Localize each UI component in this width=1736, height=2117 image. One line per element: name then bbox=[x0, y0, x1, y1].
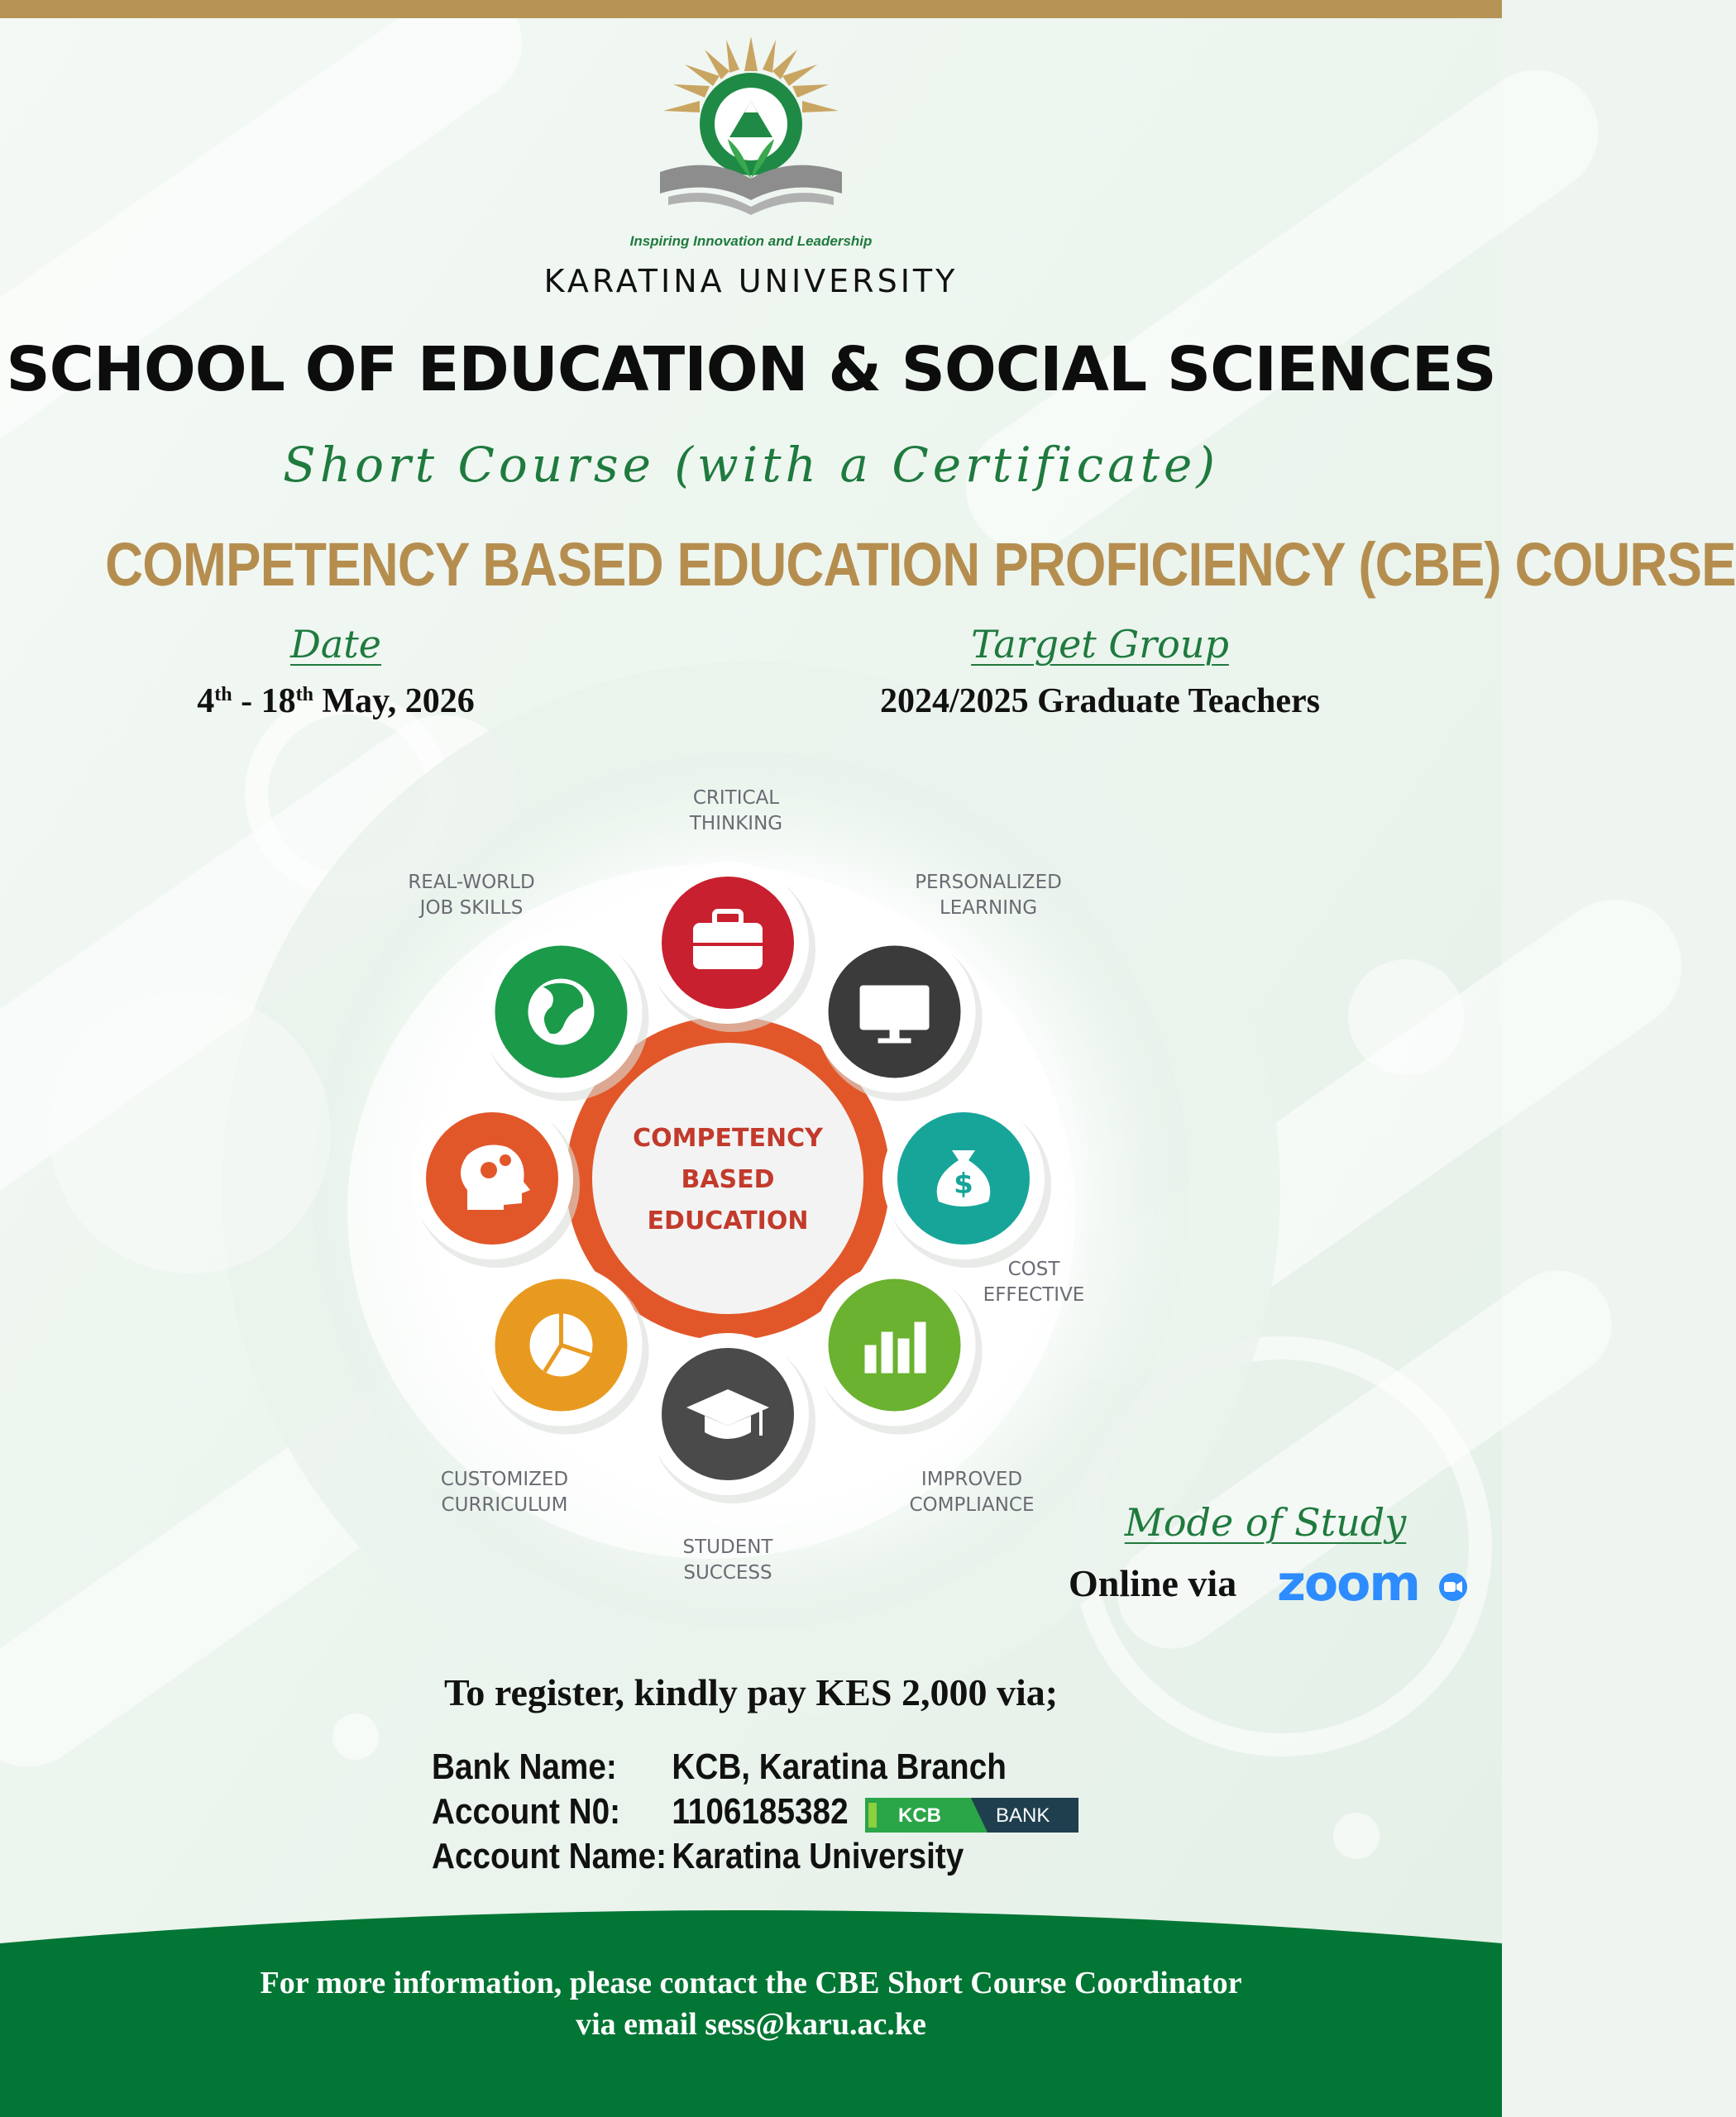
target-group-label: Target Group bbox=[971, 622, 1229, 667]
kcb-badge-right: BANK bbox=[996, 1804, 1050, 1827]
date-value: 4th - 18th May, 2026 bbox=[197, 682, 475, 720]
pie-chart-icon bbox=[529, 1314, 592, 1377]
university-name: KARATINA UNIVERSITY bbox=[543, 263, 959, 299]
footer-line-2: via email sess@karu.ac.ke bbox=[576, 2007, 926, 2042]
course-title: COMPETENCY BASED EDUCATION PROFICIENCY (CBE) COURSE bbox=[105, 530, 1736, 599]
footer-line-1: For more information, please contact the CBE Short Course Coordinator bbox=[260, 1966, 1242, 2000]
account-name-row bbox=[432, 1836, 964, 1877]
zoom-wordmark: zoom bbox=[1277, 1555, 1419, 1613]
mode-of-study-value: Online via bbox=[1069, 1562, 1237, 1604]
bank-name-value: KCB, Karatina Branch bbox=[672, 1747, 1007, 1787]
kcb-bank-badge bbox=[865, 1798, 1078, 1833]
svg-text:$: $ bbox=[954, 1168, 973, 1201]
segment-disc bbox=[829, 1279, 961, 1412]
account-number-value: 1106185382 bbox=[672, 1791, 849, 1832]
university-tagline: Inspiring Innovation and Leadership bbox=[629, 233, 873, 249]
registration-intro: To register, kindly pay KES 2,000 via; bbox=[443, 1671, 1059, 1713]
account-name-key: Account Name: bbox=[432, 1836, 667, 1876]
label-student-success: STUDENT SUCCESS bbox=[682, 1536, 773, 1584]
kcb-badge-left: KCB bbox=[898, 1804, 941, 1827]
date-label: Date bbox=[289, 622, 381, 667]
bank-name-key: Bank Name: bbox=[432, 1747, 617, 1787]
label-real-world-job-skills: REAL-WORLD JOB SKILLS bbox=[408, 872, 535, 919]
hub-line-1: COMPETENCY bbox=[633, 1124, 823, 1153]
label-improved-compliance: IMPROVED COMPLIANCE bbox=[909, 1469, 1035, 1516]
diagram-hub-text bbox=[629, 1118, 827, 1242]
globe-icon bbox=[528, 978, 594, 1044]
label-customized-curriculum: CUSTOMIZED CURRICULUM bbox=[440, 1469, 569, 1516]
account-number-row bbox=[432, 1791, 849, 1833]
video-camera-icon bbox=[1438, 1572, 1468, 1602]
school-name: SCHOOL OF EDUCATION & SOCIAL SCIENCES bbox=[6, 334, 1496, 405]
target-group-value: 2024/2025 Graduate Teachers bbox=[880, 682, 1320, 720]
hub-line-3: EDUCATION bbox=[647, 1207, 809, 1235]
mode-of-study-label: Mode of Study bbox=[1124, 1500, 1407, 1545]
label-personalized-learning: PERSONALIZED LEARNING bbox=[915, 872, 1062, 919]
bank-name-row bbox=[432, 1747, 1007, 1788]
account-number-key: Account N0: bbox=[432, 1791, 621, 1832]
account-name-value: Karatina University bbox=[672, 1836, 964, 1876]
label-cost-effective: COST EFFECTIVE bbox=[983, 1259, 1085, 1306]
hub-line-2: BASED bbox=[681, 1165, 775, 1194]
course-type-subtitle: Short Course (with a Certificate) bbox=[283, 437, 1219, 493]
zoom-logo bbox=[1277, 1555, 1468, 1613]
label-critical-thinking: CRITICAL THINKING bbox=[689, 787, 783, 834]
